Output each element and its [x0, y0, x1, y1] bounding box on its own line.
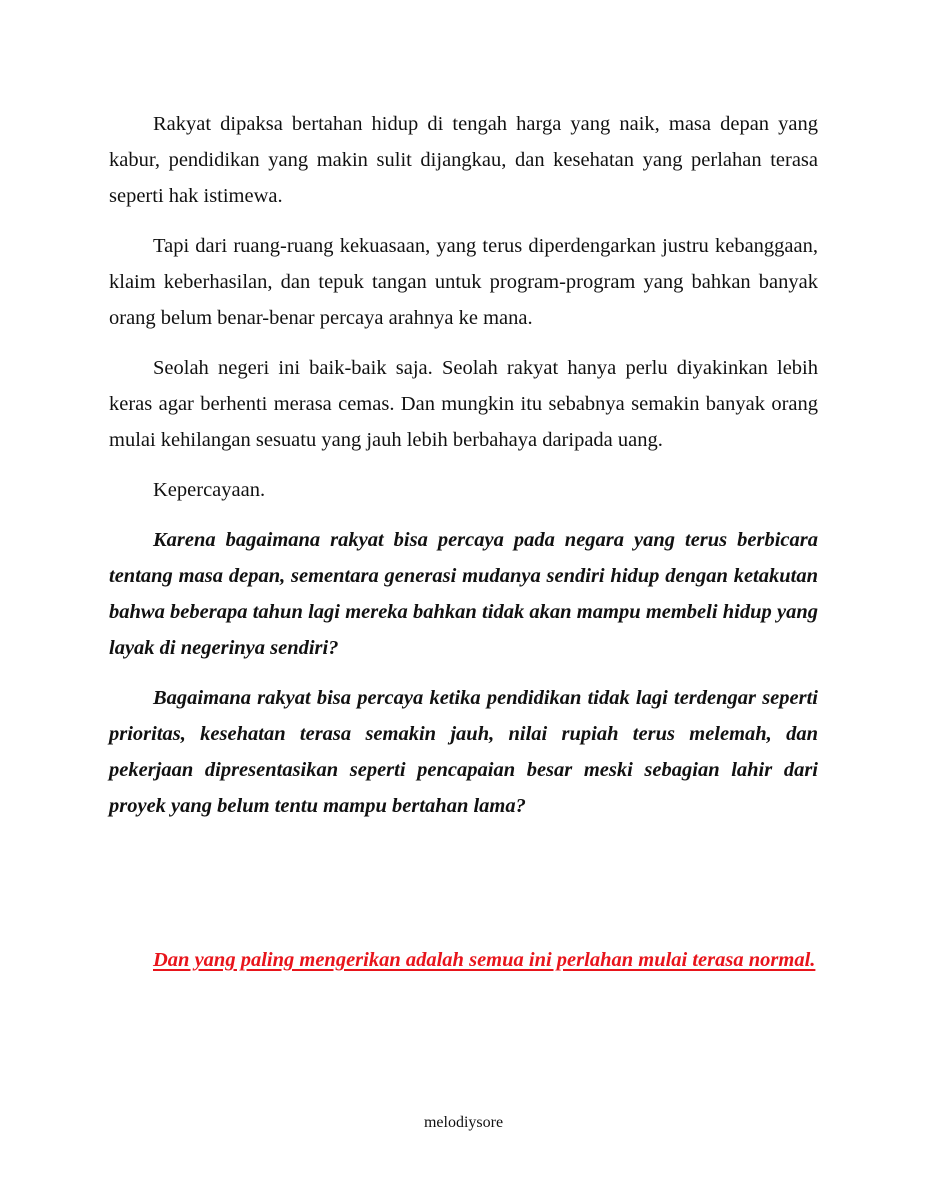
- document-body: [109, 106, 818, 992]
- emphasis-paragraph-generasi-muda: Karena bagaimana rakyat bisa percaya pada negara yang terus berbicara tentang masa depan, sementara generasi mudanya sendiri hidup dengan ketakutan bahwa beberapa tahun lagi mereka bahkan tidak akan mampu membeli hidup yang layak di negerinya sendiri?: [109, 529, 818, 659]
- footer-author: melodiysore: [423, 1114, 504, 1131]
- paragraph-kepercayaan: Kepercayaan.: [153, 479, 266, 501]
- paragraph-negeri-baik-baik-saja: Seolah negeri ini baik-baik saja. Seolah rakyat hanya perlu diyakinkan lebih keras agar berhenti merasa cemas. Dan mungkin itu sebabnya semakin banyak orang mulai kehilangan sesuatu yang jauh lebih berbahaya daripada uang.: [109, 357, 818, 451]
- paragraph-ruang-kekuasaan: Tapi dari ruang-ruang kekuasaan, yang terus diperdengarkan justru kebanggaan, klaim keberhasilan, dan tepuk tangan untuk program-program yang bahkan banyak orang belum benar-benar percaya arahnya ke mana.: [109, 235, 818, 329]
- closing-statement: Dan yang paling mengerikan adalah semua ini perlahan mulai terasa normal.: [153, 949, 816, 971]
- emphasis-paragraph-pendidikan: Bagaimana rakyat bisa percaya ketika pendidikan tidak lagi terdengar seperti prioritas, kesehatan terasa semakin jauh, nilai rupiah terus melemah, dan pekerjaan dipresentasikan seperti pencapaian besar meski sebagian lahir dari proyek yang belum tentu mampu bertahan lama?: [109, 687, 818, 817]
- paragraph-harga-naik: Rakyat dipaksa bertahan hidup di tengah harga yang naik, masa depan yang kabur, pendidikan yang makin sulit dijangkau, dan kesehatan yang perlahan terasa seperti hak istimewa.: [109, 113, 818, 207]
- paragraph-spacer: [109, 838, 818, 942]
